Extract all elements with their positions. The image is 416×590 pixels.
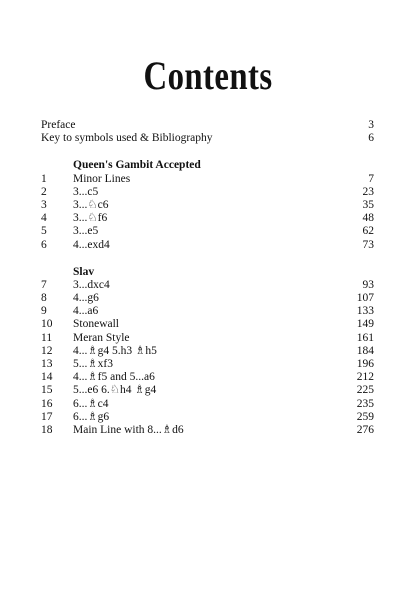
- toc-page-number: 7: [368, 172, 374, 185]
- toc-page-number: 276: [356, 423, 374, 436]
- chapter-number: 8: [41, 292, 47, 305]
- toc-chapter-row[interactable]: [41, 371, 374, 384]
- chapter-title: Main Line with 8...♗d6: [73, 423, 184, 436]
- chapter-title: 5...e6 6.♘h4 ♗g4: [73, 384, 157, 397]
- toc-label: Preface: [41, 119, 76, 131]
- toc-page-number: 93: [362, 278, 374, 291]
- toc-chapter-row[interactable]: [41, 411, 374, 424]
- toc-page-number: 235: [356, 397, 374, 410]
- chapter-title: 4...♗f5 and 5...a6: [73, 371, 155, 384]
- table-of-contents: [41, 119, 374, 437]
- section-heading: [41, 159, 374, 172]
- chapter-number: 18: [41, 423, 53, 436]
- chapter-title: Stonewall: [73, 318, 119, 331]
- chapter-title: Meran Style: [73, 331, 130, 344]
- chapter-number: 10: [41, 318, 53, 331]
- chapter-number: 13: [41, 358, 53, 370]
- chapter-title: 3...♘f6: [73, 212, 108, 225]
- chapter-title: 3...c5: [73, 185, 99, 198]
- toc-page-number: 196: [356, 358, 374, 370]
- chapter-number: 7: [41, 278, 47, 291]
- toc-chapter-row[interactable]: [41, 424, 374, 437]
- chapter-title: 4...g6: [73, 292, 99, 305]
- chapter-title: 4...exd4: [73, 238, 110, 251]
- toc-chapter-row[interactable]: [41, 292, 374, 305]
- toc-page-number: 225: [356, 384, 374, 397]
- chapter-number: 5: [41, 225, 47, 238]
- toc-chapter-row[interactable]: [41, 318, 374, 331]
- toc-front-row[interactable]: [41, 119, 374, 132]
- toc-page-number: 161: [356, 331, 374, 344]
- chapter-number: 3: [41, 198, 47, 211]
- toc-chapter-row[interactable]: [41, 332, 374, 345]
- toc-page-number: 184: [356, 344, 374, 357]
- chapter-title: 4...♗g4 5.h3 ♗h5: [73, 344, 157, 357]
- toc-front-row[interactable]: [41, 132, 374, 145]
- toc-chapter-row[interactable]: [41, 358, 374, 371]
- toc-page-number: 212: [356, 371, 374, 384]
- toc-chapter-row[interactable]: [41, 173, 374, 186]
- page-title: Contents: [143, 53, 273, 98]
- toc-page-number: 23: [362, 185, 374, 198]
- toc-chapter-row[interactable]: [41, 212, 374, 225]
- toc-label: Key to symbols used & Bibliography: [41, 132, 213, 145]
- chapter-number: 17: [41, 410, 53, 423]
- chapter-number: 9: [41, 305, 47, 318]
- toc-chapter-row[interactable]: [41, 199, 374, 212]
- toc-page-number: 62: [362, 225, 374, 238]
- toc-page-number: 48: [362, 212, 374, 225]
- chapter-title: 6...♗g6: [73, 410, 110, 423]
- chapter-number: 6: [41, 238, 47, 251]
- toc-chapter-row[interactable]: [41, 384, 374, 397]
- chapter-number: 14: [41, 371, 53, 384]
- chapter-number: 15: [41, 384, 53, 397]
- chapter-title: 3...e5: [73, 225, 99, 238]
- toc-chapter-row[interactable]: [41, 239, 374, 252]
- toc-page-number: 107: [356, 292, 374, 305]
- chapter-title: 5...♗xf3: [73, 358, 114, 370]
- section-heading: [41, 266, 374, 279]
- toc-page-number: 6: [368, 132, 374, 145]
- chapter-title: 3...dxc4: [73, 278, 110, 291]
- chapter-number: 2: [41, 185, 47, 198]
- toc-page-number: 73: [362, 238, 374, 251]
- toc-chapter-row[interactable]: [41, 305, 374, 318]
- toc-page-number: 149: [356, 318, 374, 331]
- toc-chapter-row[interactable]: [41, 225, 374, 238]
- section-heading-qga: Queen's Gambit Accepted: [73, 159, 201, 172]
- toc-page-number: 133: [356, 305, 374, 318]
- chapter-title: 4...a6: [73, 305, 99, 318]
- toc-page-number: 3: [368, 119, 374, 131]
- section-heading-slav: Slav: [73, 265, 95, 278]
- chapter-title: 3...♘c6: [73, 198, 109, 211]
- chapter-number: 1: [41, 172, 47, 185]
- chapter-title: Minor Lines: [73, 172, 131, 185]
- chapter-title: 6...♗c4: [73, 397, 109, 410]
- chapter-number: 4: [41, 212, 47, 225]
- toc-chapter-row[interactable]: [41, 398, 374, 411]
- toc-chapter-row[interactable]: [41, 279, 374, 292]
- toc-chapter-row[interactable]: [41, 186, 374, 199]
- toc-chapter-row[interactable]: [41, 345, 374, 358]
- toc-page-number: 259: [356, 410, 374, 423]
- chapter-number: 12: [41, 344, 53, 357]
- toc-page-number: 35: [362, 198, 374, 211]
- chapter-number: 11: [41, 331, 53, 344]
- chapter-number: 16: [41, 397, 53, 410]
